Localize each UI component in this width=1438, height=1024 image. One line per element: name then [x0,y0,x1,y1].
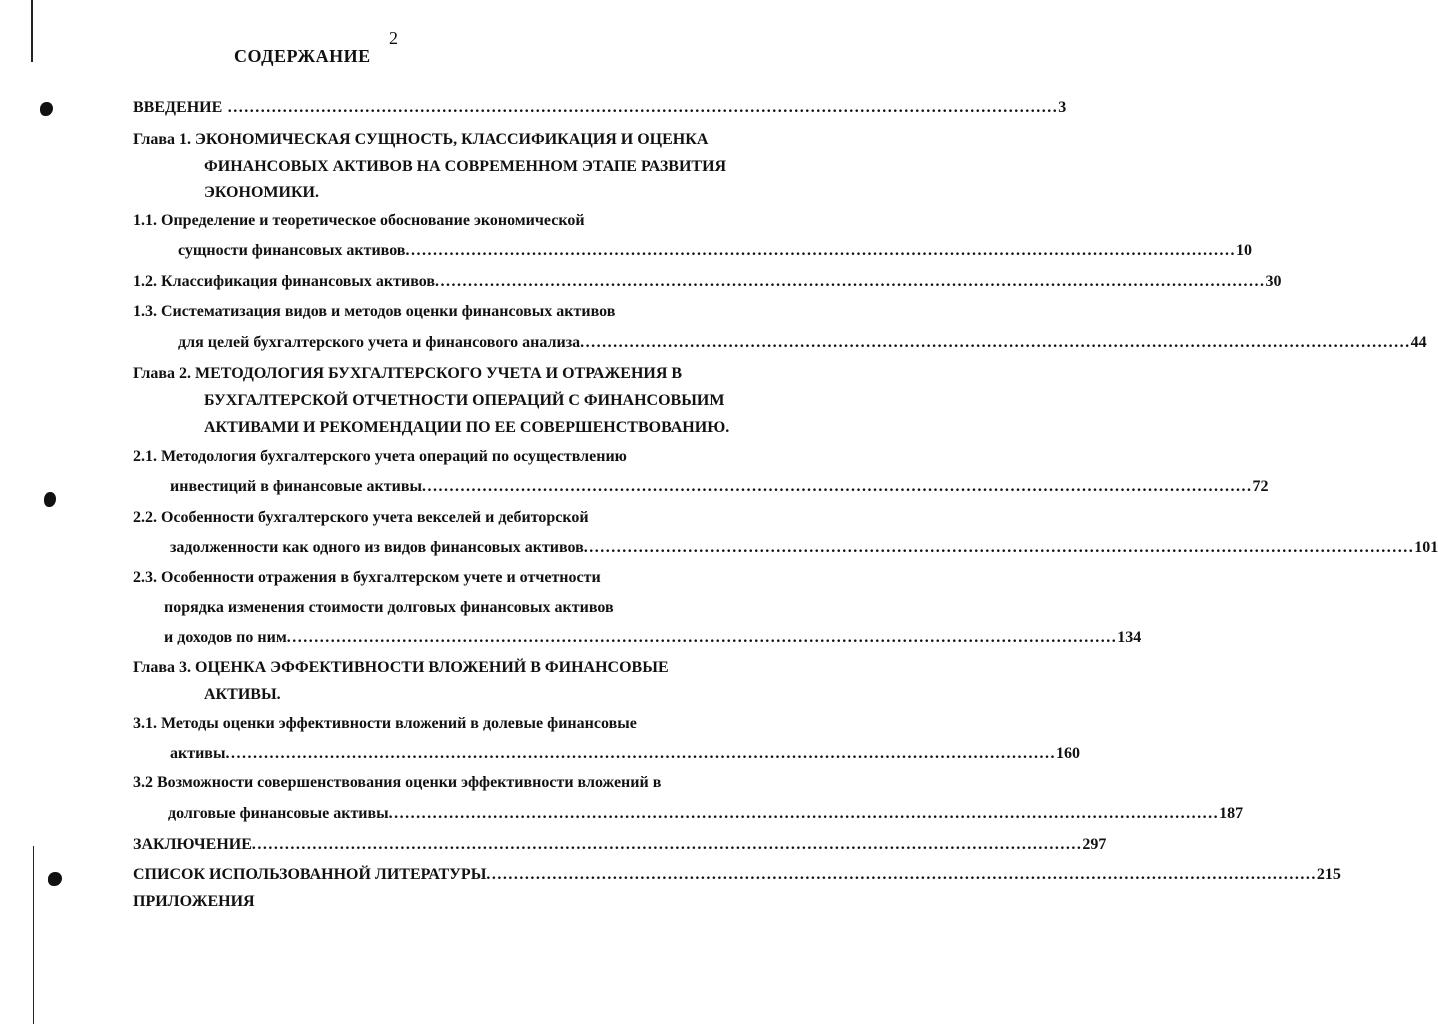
page-title: СОДЕРЖАНИЕ [234,46,371,66]
toc-chapter-3-heading[interactable]: Глава 3. ОЦЕНКА ЭФФЕКТИВНОСТИ ВЛОЖЕНИЙ В ФИНАНСОВЫЕ [133,659,669,676]
toc-section-2-2[interactable]: 2.2. Особенности бухгалтерского учета векселей и дебиторской [133,509,589,526]
leader-dots: ....................................................................................................................................................... [405,242,1236,259]
leader-dots: ....................................................................................................................................................... [421,478,1253,495]
leader-dots: ....................................................................................................................................................... [251,836,1083,853]
page-number: 2 [389,28,398,48]
leader-dots: ....................................................................................................................................................... [225,745,1056,762]
scan-edge-mark [31,0,33,62]
leader-dots: ....................................................................................................................................................... [580,334,1411,351]
scan-edge-mark [33,846,34,1024]
toc-chapter-3-heading-cont: АКТИВЫ. [204,686,281,703]
toc-page-number: 101 [1414,539,1438,556]
toc-chapter-2-heading-cont: АКТИВАМИ И РЕКОМЕНДАЦИИ ПО ЕЕ СОВЕРШЕНСТВОВАНИЮ. [204,419,730,436]
toc-entry-2-1[interactable]: инвестиций в финансовые активы ....................................................................................................................................................... 72 [170,478,1269,495]
toc-entry-appendices[interactable]: ПРИЛОЖЕНИЯ [133,893,255,910]
toc-page-number: 297 [1082,836,1107,853]
toc-page-number: 72 [1252,478,1269,495]
toc-entry-references[interactable]: СПИСОК ИСПОЛЬЗОВАННОЙ ЛИТЕРАТУРЫ ....................................................................................................................................................... 215 [133,866,1341,883]
toc-chapter-1-heading-cont: ЭКОНОМИКИ. [204,184,319,201]
toc-entry-2-3[interactable]: и доходов по ним ....................................................................................................................................................... 134 [164,629,1142,646]
toc-chapter-1-heading-cont: ФИНАНСОВЫХ АКТИВОВ НА СОВРЕМЕННОМ ЭТАПЕ РАЗВИТИЯ [204,158,727,175]
toc-section-2-3[interactable]: 2.3. Особенности отражения в бухгалтерском учете и отчетности [133,569,601,586]
toc-page-number: 3 [1058,99,1067,116]
leader-dots: ....................................................................................................................................................... [583,539,1415,556]
leader-dots: ....................................................................................................................................................... [486,866,1317,883]
toc-section-1-1[interactable]: 1.1. Определение и теоретическое обоснование экономической [133,212,585,229]
toc-section-1-3[interactable]: 1.3. Систематизация видов и методов оценки финансовых активов [133,303,616,320]
toc-entry-conclusion[interactable]: ЗАКЛЮЧЕНИЕ ....................................................................................................................................................... 297 [133,836,1107,853]
toc-entry-3-2[interactable]: долговые финансовые активы ....................................................................................................................................................... 187 [168,805,1244,822]
toc-page-number: 160 [1055,745,1080,762]
toc-chapter-1-heading[interactable]: Глава 1. ЭКОНОМИЧЕСКАЯ СУЩНОСТЬ, КЛАССИФИКАЦИЯ И ОЦЕНКА [133,131,709,148]
toc-entry-3-1[interactable]: активы ....................................................................................................................................................... 160 [170,745,1080,762]
toc-chapter-2-heading-cont: БУХГАЛТЕРСКОЙ ОТЧЕТНОСТИ ОПЕРАЦИЙ С ФИНАНСОВЫИМ [204,392,725,409]
leader-dots: ....................................................................................................................................................... [388,805,1220,822]
scan-blot [48,872,62,886]
leader-dots: ....................................................................................................................................................... [222,99,1059,116]
toc-section-2-1[interactable]: 2.1. Методология бухгалтерского учета операций по осуществлению [133,448,627,465]
toc-entry-2-2[interactable]: задолженности как одного из видов финансовых активов ....................................................................................................................................................... 101 [170,539,1438,556]
toc-page-number: 10 [1235,242,1252,259]
toc-page-number: 44 [1410,334,1427,351]
toc-page-number: 215 [1316,866,1341,883]
toc-entry-1-1[interactable]: сущности финансовых активов ....................................................................................................................................................... 10 [178,242,1252,259]
toc-section-2-3-cont: порядка изменения стоимости долговых финансовых активов [164,599,614,616]
toc-entry-intro[interactable]: ВВЕДЕНИЕ ....................................................................................................................................................... 3 [133,99,1067,116]
leader-dots: ....................................................................................................................................................... [286,629,1118,646]
toc-chapter-2-heading[interactable]: Глава 2. МЕТОДОЛОГИЯ БУХГАЛТЕРСКОГО УЧЕТА И ОТРАЖЕНИЯ В [133,365,683,382]
toc-entry-1-3[interactable]: для целей бухгалтерского учета и финансового анализа ....................................................................................................................................................... 44 [178,334,1427,351]
toc-page-number: 187 [1219,805,1244,822]
toc-page-number: 30 [1265,273,1282,290]
toc-entry-1-2[interactable]: 1.2. Классификация финансовых активов ....................................................................................................................................................... 30 [133,273,1282,290]
scan-blot [40,102,53,116]
toc-section-3-2[interactable]: 3.2 Возможности совершенствования оценки эффективности вложений в [133,774,662,791]
scan-blot [44,492,56,507]
toc-section-3-1[interactable]: 3.1. Методы оценки эффективности вложений в долевые финансовые [133,715,637,732]
leader-dots: ....................................................................................................................................................... [435,273,1266,290]
toc-page-number: 134 [1117,629,1142,646]
